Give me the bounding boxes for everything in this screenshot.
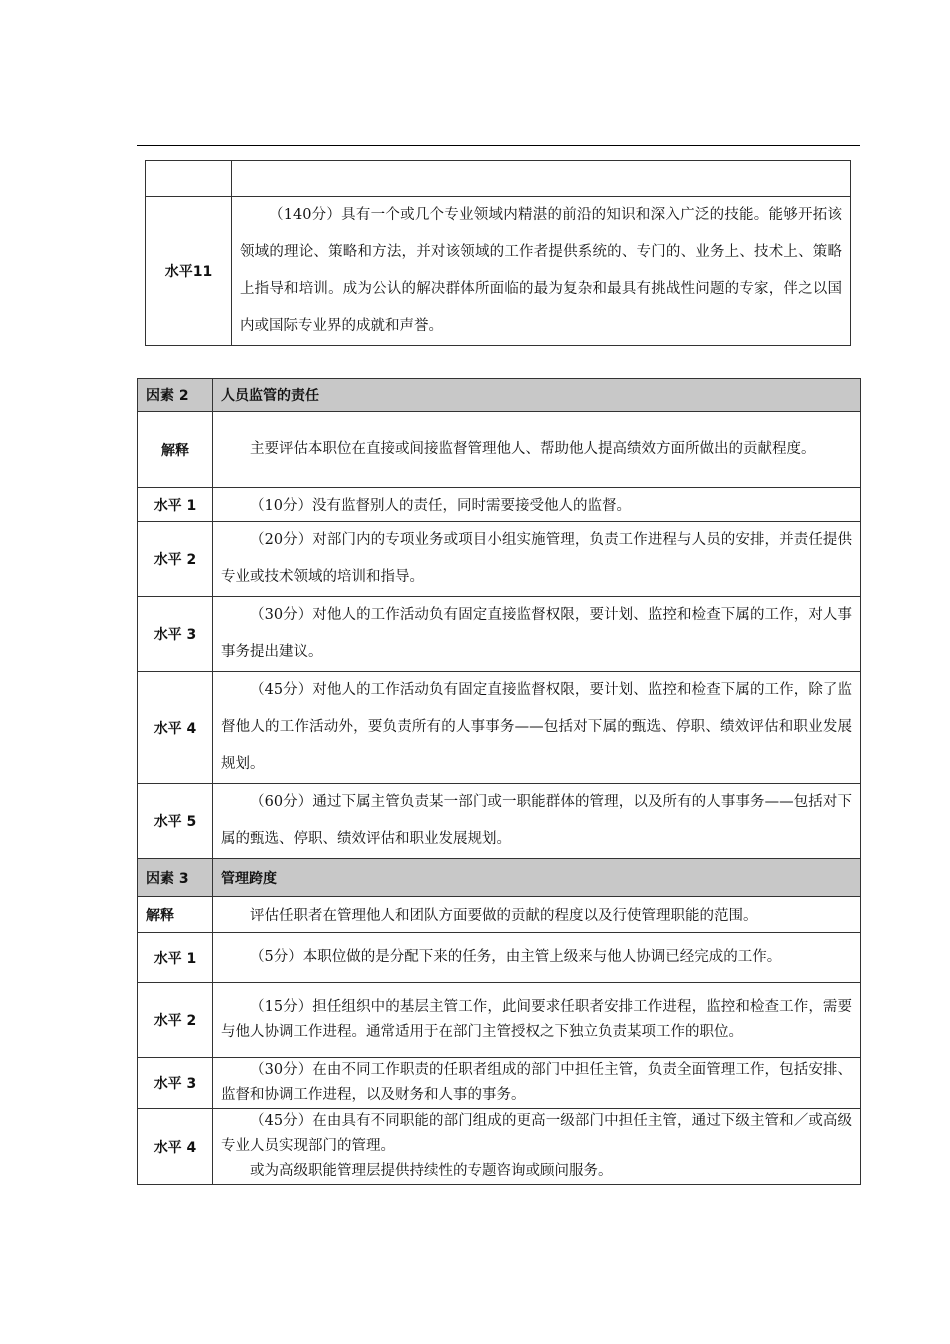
row-text <box>232 161 851 197</box>
level-text-cell <box>213 1109 861 1185</box>
factor3-header <box>138 859 861 897</box>
table-row <box>138 522 861 597</box>
table-row <box>146 197 851 346</box>
level-label: 水平 4 <box>138 1109 213 1185</box>
level-label: 水平 2 <box>138 983 213 1058</box>
table-row <box>138 597 861 672</box>
table-row <box>138 412 861 488</box>
table-row <box>138 983 861 1058</box>
factor-label: 因素 2 <box>138 379 213 412</box>
explain-label: 解释 <box>138 412 213 488</box>
explain-text: 评估任职者在管理他人和团队方面要做的贡献的程度以及行使管理职能的范围。 <box>213 897 861 933</box>
level-text: （30分）对他人的工作活动负有固定直接监督权限，要计划、监控和检查下属的工作，对人事事务提出建议。 <box>213 597 861 672</box>
header-rule <box>137 145 860 146</box>
level-label: 水平 2 <box>138 522 213 597</box>
level-text: （15分）担任组织中的基层主管工作，此间要求任职者安排工作进程，监控和检查工作，需要与他人协调工作进程。通常适用于在部门主管授权之下独立负责某项工作的职位。 <box>213 983 861 1058</box>
level-label: 水平 3 <box>138 1058 213 1109</box>
level-text-extra: 或为高级职能管理层提供持续性的专题咨询或顾问服务。 <box>250 1163 613 1179</box>
explain-text: 主要评估本职位在直接或间接监督管理他人、帮助他人提高绩效方面所做出的贡献程度。 <box>213 412 861 488</box>
table-row <box>138 933 861 983</box>
table-row <box>138 784 861 859</box>
explain-label: 解释 <box>138 897 213 933</box>
table-row <box>138 1109 861 1185</box>
table-row <box>138 672 861 784</box>
level-label: 水平 1 <box>138 488 213 522</box>
table-row <box>146 161 851 197</box>
level-label: 水平 4 <box>138 672 213 784</box>
level-label: 水平 3 <box>138 597 213 672</box>
level-text: （60分）通过下属主管负责某一部门或一职能群体的管理，以及所有的人事事务——包括对下属的甄选、停职、绩效评估和职业发展规划。 <box>213 784 861 859</box>
level-text: （5分）本职位做的是分配下来的任务，由主管上级来与他人协调已经完成的工作。 <box>213 933 861 983</box>
factor-title: 管理跨度 <box>213 859 861 897</box>
level-text: （140分）具有一个或几个专业领域内精湛的前沿的知识和深入广泛的技能。能够开拓该领域的理论、策略和方法，并对该领域的工作者提供系统的、专门的、业务上、技术上、策略上指导和培训。成为公认的解决群体所面临的最为复杂和最具有挑战性问题的专家，伴之以国内或国际专业界的成就和声誉。 <box>232 197 851 346</box>
level-text: （45分）对他人的工作活动负有固定直接监督权限，要计划、监控和检查下属的工作，除了监督他人的工作活动外，要负责所有的人事事务——包括对下属的甄选、停职、绩效评估和职业发展规划。 <box>213 672 861 784</box>
factor-table <box>137 378 861 1185</box>
table-row <box>138 897 861 933</box>
level-text: （30分）在由不同工作职责的任职者组成的部门中担任主管，负责全面管理工作，包括安排、监督和协调工作进程，以及财务和人事的事务。 <box>213 1058 861 1109</box>
level-label: 水平 1 <box>138 933 213 983</box>
table-row <box>138 488 861 522</box>
level-text: （45分）在由具有不同职能的部门组成的更高一级部门中担任主管，通过下级主管和／或高级专业人员实现部门的管理。 <box>221 1113 852 1154</box>
row-label <box>146 161 232 197</box>
table-row <box>138 1058 861 1109</box>
factor-title: 人员监管的责任 <box>213 379 861 412</box>
level-text: （10分）没有监督别人的责任，同时需要接受他人的监督。 <box>213 488 861 522</box>
level-label: 水平 5 <box>138 784 213 859</box>
level-label: 水平11 <box>146 197 232 346</box>
factor-label: 因素 3 <box>138 859 213 897</box>
level-text: （20分）对部门内的专项业务或项目小组实施管理，负责工作进程与人员的安排，并责任提供专业或技术领域的培训和指导。 <box>213 522 861 597</box>
factor1-continued-table <box>145 160 851 346</box>
factor2-header <box>138 379 861 412</box>
